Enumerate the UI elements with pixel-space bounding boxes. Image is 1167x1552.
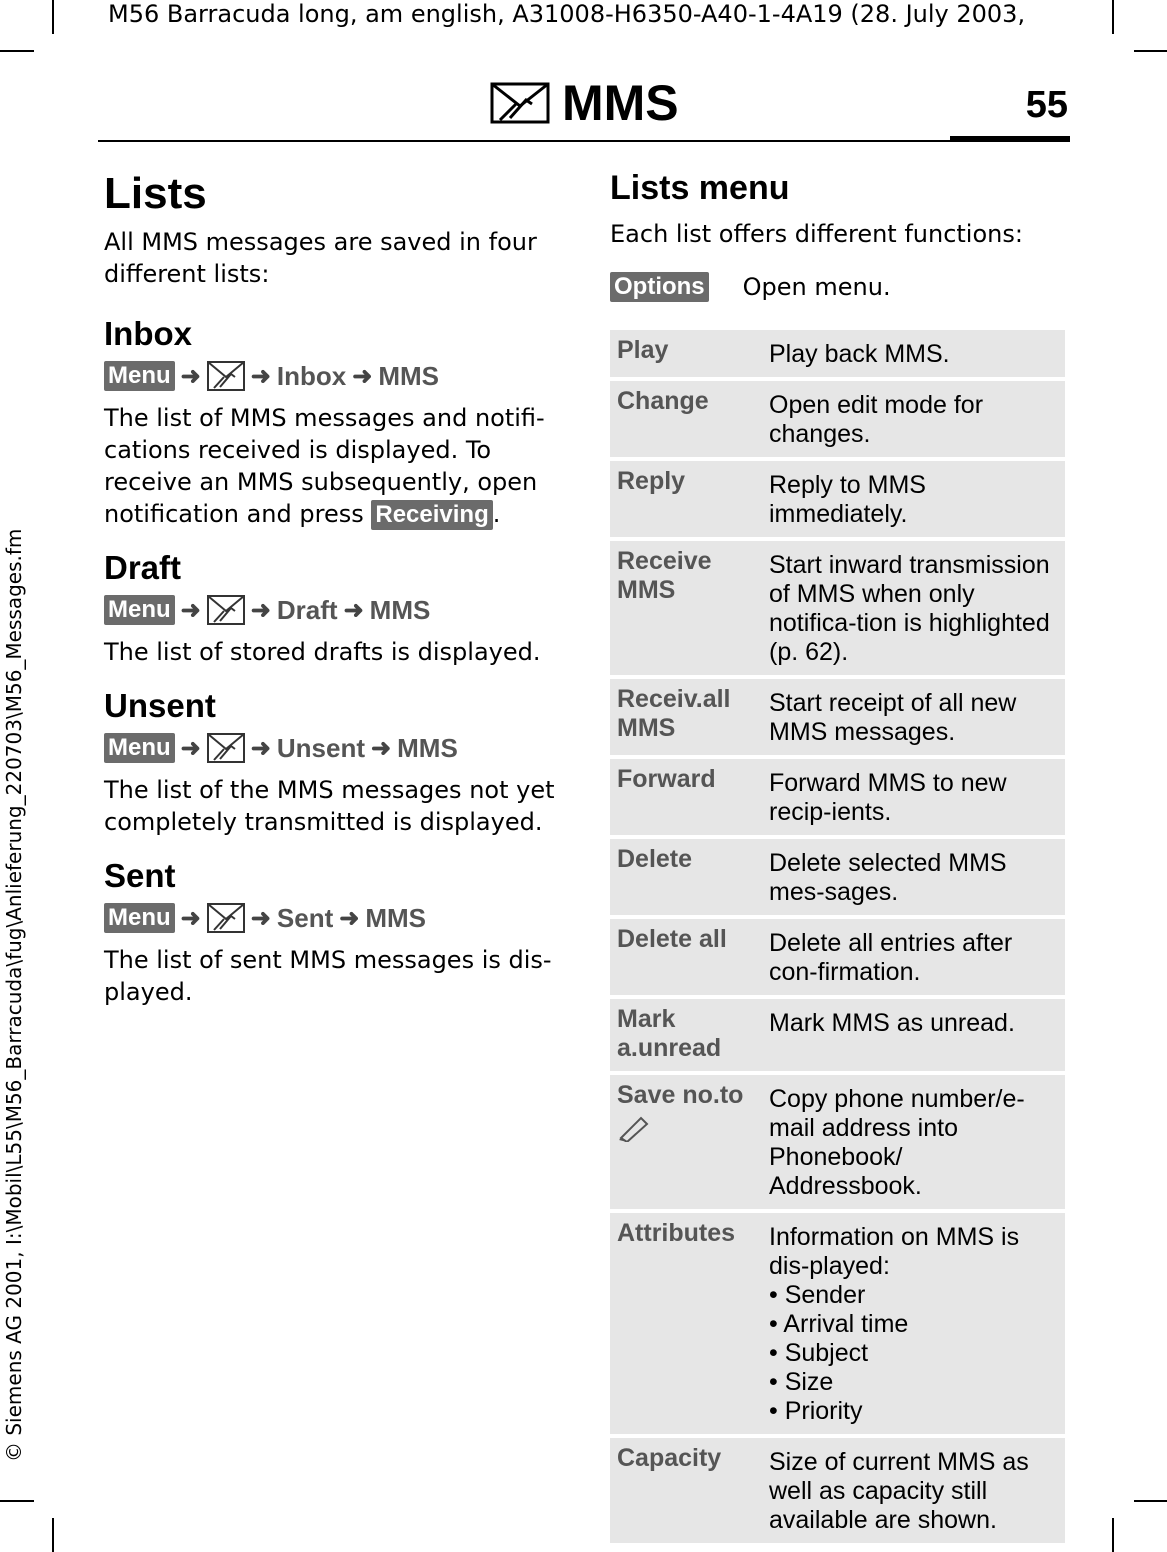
options-row [610,272,1065,302]
path-step: Inbox [276,360,347,391]
table-row [610,1438,1065,1543]
function-name: Play [617,336,669,364]
list-item: • Priority [769,1397,1057,1426]
arrow-icon: ➜ [250,596,271,624]
function-name: Delete [617,845,693,873]
function-name: Attributes [617,1219,736,1247]
arrow-icon: ➜ [352,362,373,390]
crop-mark [0,1500,34,1502]
table-row [610,1075,1065,1209]
draft-description: The list of stored drafts is displayed. [104,638,541,666]
function-description: Forward MMS to new recip-ients. [769,769,1007,826]
table-row [610,1213,1065,1434]
inbox-text-end: . [492,500,501,528]
function-description: Reply to MMS immediately. [769,471,926,528]
options-softkey[interactable]: Options [610,272,709,302]
arrow-icon: ➜ [343,596,364,624]
page-title-text: MMS [562,75,679,131]
crop-mark [0,50,34,52]
mms-envelope-icon [207,903,245,933]
left-column [104,168,564,1008]
menu-softkey[interactable]: Menu [104,595,175,625]
section-unsent [104,686,564,838]
table-row [610,999,1065,1071]
function-description: Open edit mode for changes. [769,391,984,448]
list-item: • Size [769,1368,1057,1397]
mms-envelope-icon [490,82,550,124]
path-step: MMS [397,732,458,763]
sent-menu-path [104,900,564,936]
function-name: Receive MMS [617,547,712,604]
menu-softkey[interactable]: Menu [104,903,175,933]
list-item: • Arrival time [769,1310,1057,1339]
path-step: MMS [365,902,427,933]
function-name: Capacity [617,1444,722,1472]
arrow-icon: ➜ [250,362,271,390]
header-rule [98,140,950,142]
functions-table [610,330,1065,1543]
function-name: Save no.to [617,1081,744,1109]
section-sent [104,856,564,1008]
arrow-icon: ➜ [180,734,201,762]
inbox-description [104,402,564,530]
inbox-menu-path [104,358,564,394]
section-heading-lists: Lists [104,169,207,218]
function-description: Size of current MMS as well as capacity still available are shown. [769,1448,1029,1534]
path-step: MMS [369,594,431,625]
menu-softkey[interactable]: Menu [104,361,175,391]
table-row [610,679,1065,755]
path-step: MMS [378,360,440,391]
menu-softkey[interactable]: Menu [104,733,175,763]
section-inbox [104,314,564,530]
draft-heading: Draft [104,549,182,586]
table-row [610,919,1065,995]
table-row [610,541,1065,675]
lists-intro: All MMS messages are saved in four different lists: [104,228,537,288]
right-column [610,168,1065,1547]
function-description: Start receipt of all new MMS messages. [769,689,1017,746]
page-number-rule [950,136,1070,142]
arrow-icon: ➜ [250,904,271,932]
arrow-icon: ➜ [250,734,271,762]
crop-mark [1112,0,1114,34]
list-item: • Sender [769,1281,1057,1310]
crop-mark [52,0,54,34]
options-description: Open menu. [742,273,891,301]
page-title [490,74,679,132]
unsent-heading: Unsent [104,687,216,724]
function-description: Information on MMS is dis-played: [769,1223,1020,1280]
function-description-cell [769,1219,1057,1426]
document-header: M56 Barracuda long, am english, A31008-H6350-A40-1-4A19 (28. July 2003, [108,0,1026,28]
function-name: Reply [617,467,686,495]
list-item: • Subject [769,1339,1057,1368]
table-row [610,759,1065,835]
sent-description: The list of sent MMS messages is dis-played. [104,946,552,1006]
crop-mark [1134,50,1167,52]
lists-menu-intro: Each list offers different functions: [610,220,1023,248]
table-row [610,381,1065,457]
unsent-description: The list of the MMS messages not yet completely transmitted is displayed. [104,776,555,836]
path-step: Unsent [276,732,366,763]
mms-envelope-icon [207,361,245,391]
crop-mark [1134,1500,1167,1502]
copyright-sidebar: © Siemens AG 2001, I:\Mobil\L55\M56_Barracuda\fug\Anlieferung_220703\M56_Messages.fm [2,528,26,1462]
arrow-icon: ➜ [180,596,201,624]
unsent-menu-path [104,730,564,766]
inbox-text: The list of MMS messages and notifi-cations received is displayed. To receive an MMS subsequently, open notification and press [104,404,545,528]
arrow-icon: ➜ [180,362,201,390]
path-step: Sent [276,902,334,933]
function-name: Change [617,387,709,415]
section-heading-lists-menu: Lists menu [610,169,790,207]
arrow-icon: ➜ [180,904,201,932]
function-description: Copy phone number/e-mail address into Phonebook/ Addressbook. [769,1085,1025,1200]
function-description: Mark MMS as unread. [769,1009,1015,1037]
function-name: Mark a.unread [617,1005,722,1062]
mms-envelope-icon [207,733,245,763]
crop-mark [1112,1518,1114,1552]
table-row [610,839,1065,915]
arrow-icon: ➜ [371,734,392,762]
receiving-softkey[interactable]: Receiving [371,500,492,530]
crop-mark [52,1518,54,1552]
path-step: Draft [276,594,338,625]
table-row [610,461,1065,537]
function-description: Delete selected MMS mes-sages. [769,849,1007,906]
function-description: Delete all entries after con-firmation. [769,929,1013,986]
function-name: Forward [617,765,716,793]
function-name: Receiv.all MMS [617,685,731,742]
mms-envelope-icon [207,595,245,625]
inbox-heading: Inbox [104,315,192,352]
function-name: Delete all [617,925,727,953]
table-row [610,330,1065,377]
pencil-icon [617,1112,651,1142]
arrow-icon: ➜ [339,904,360,932]
attributes-list [769,1281,1057,1426]
section-draft [104,548,564,668]
function-name-cell [617,1081,769,1201]
sent-heading: Sent [104,857,176,894]
draft-menu-path [104,592,564,628]
page-number: 55 [1025,84,1068,126]
function-description: Start inward transmission of MMS when only notifica-tion is highlighted (p. 62). [769,551,1050,666]
function-description: Play back MMS. [769,340,950,368]
